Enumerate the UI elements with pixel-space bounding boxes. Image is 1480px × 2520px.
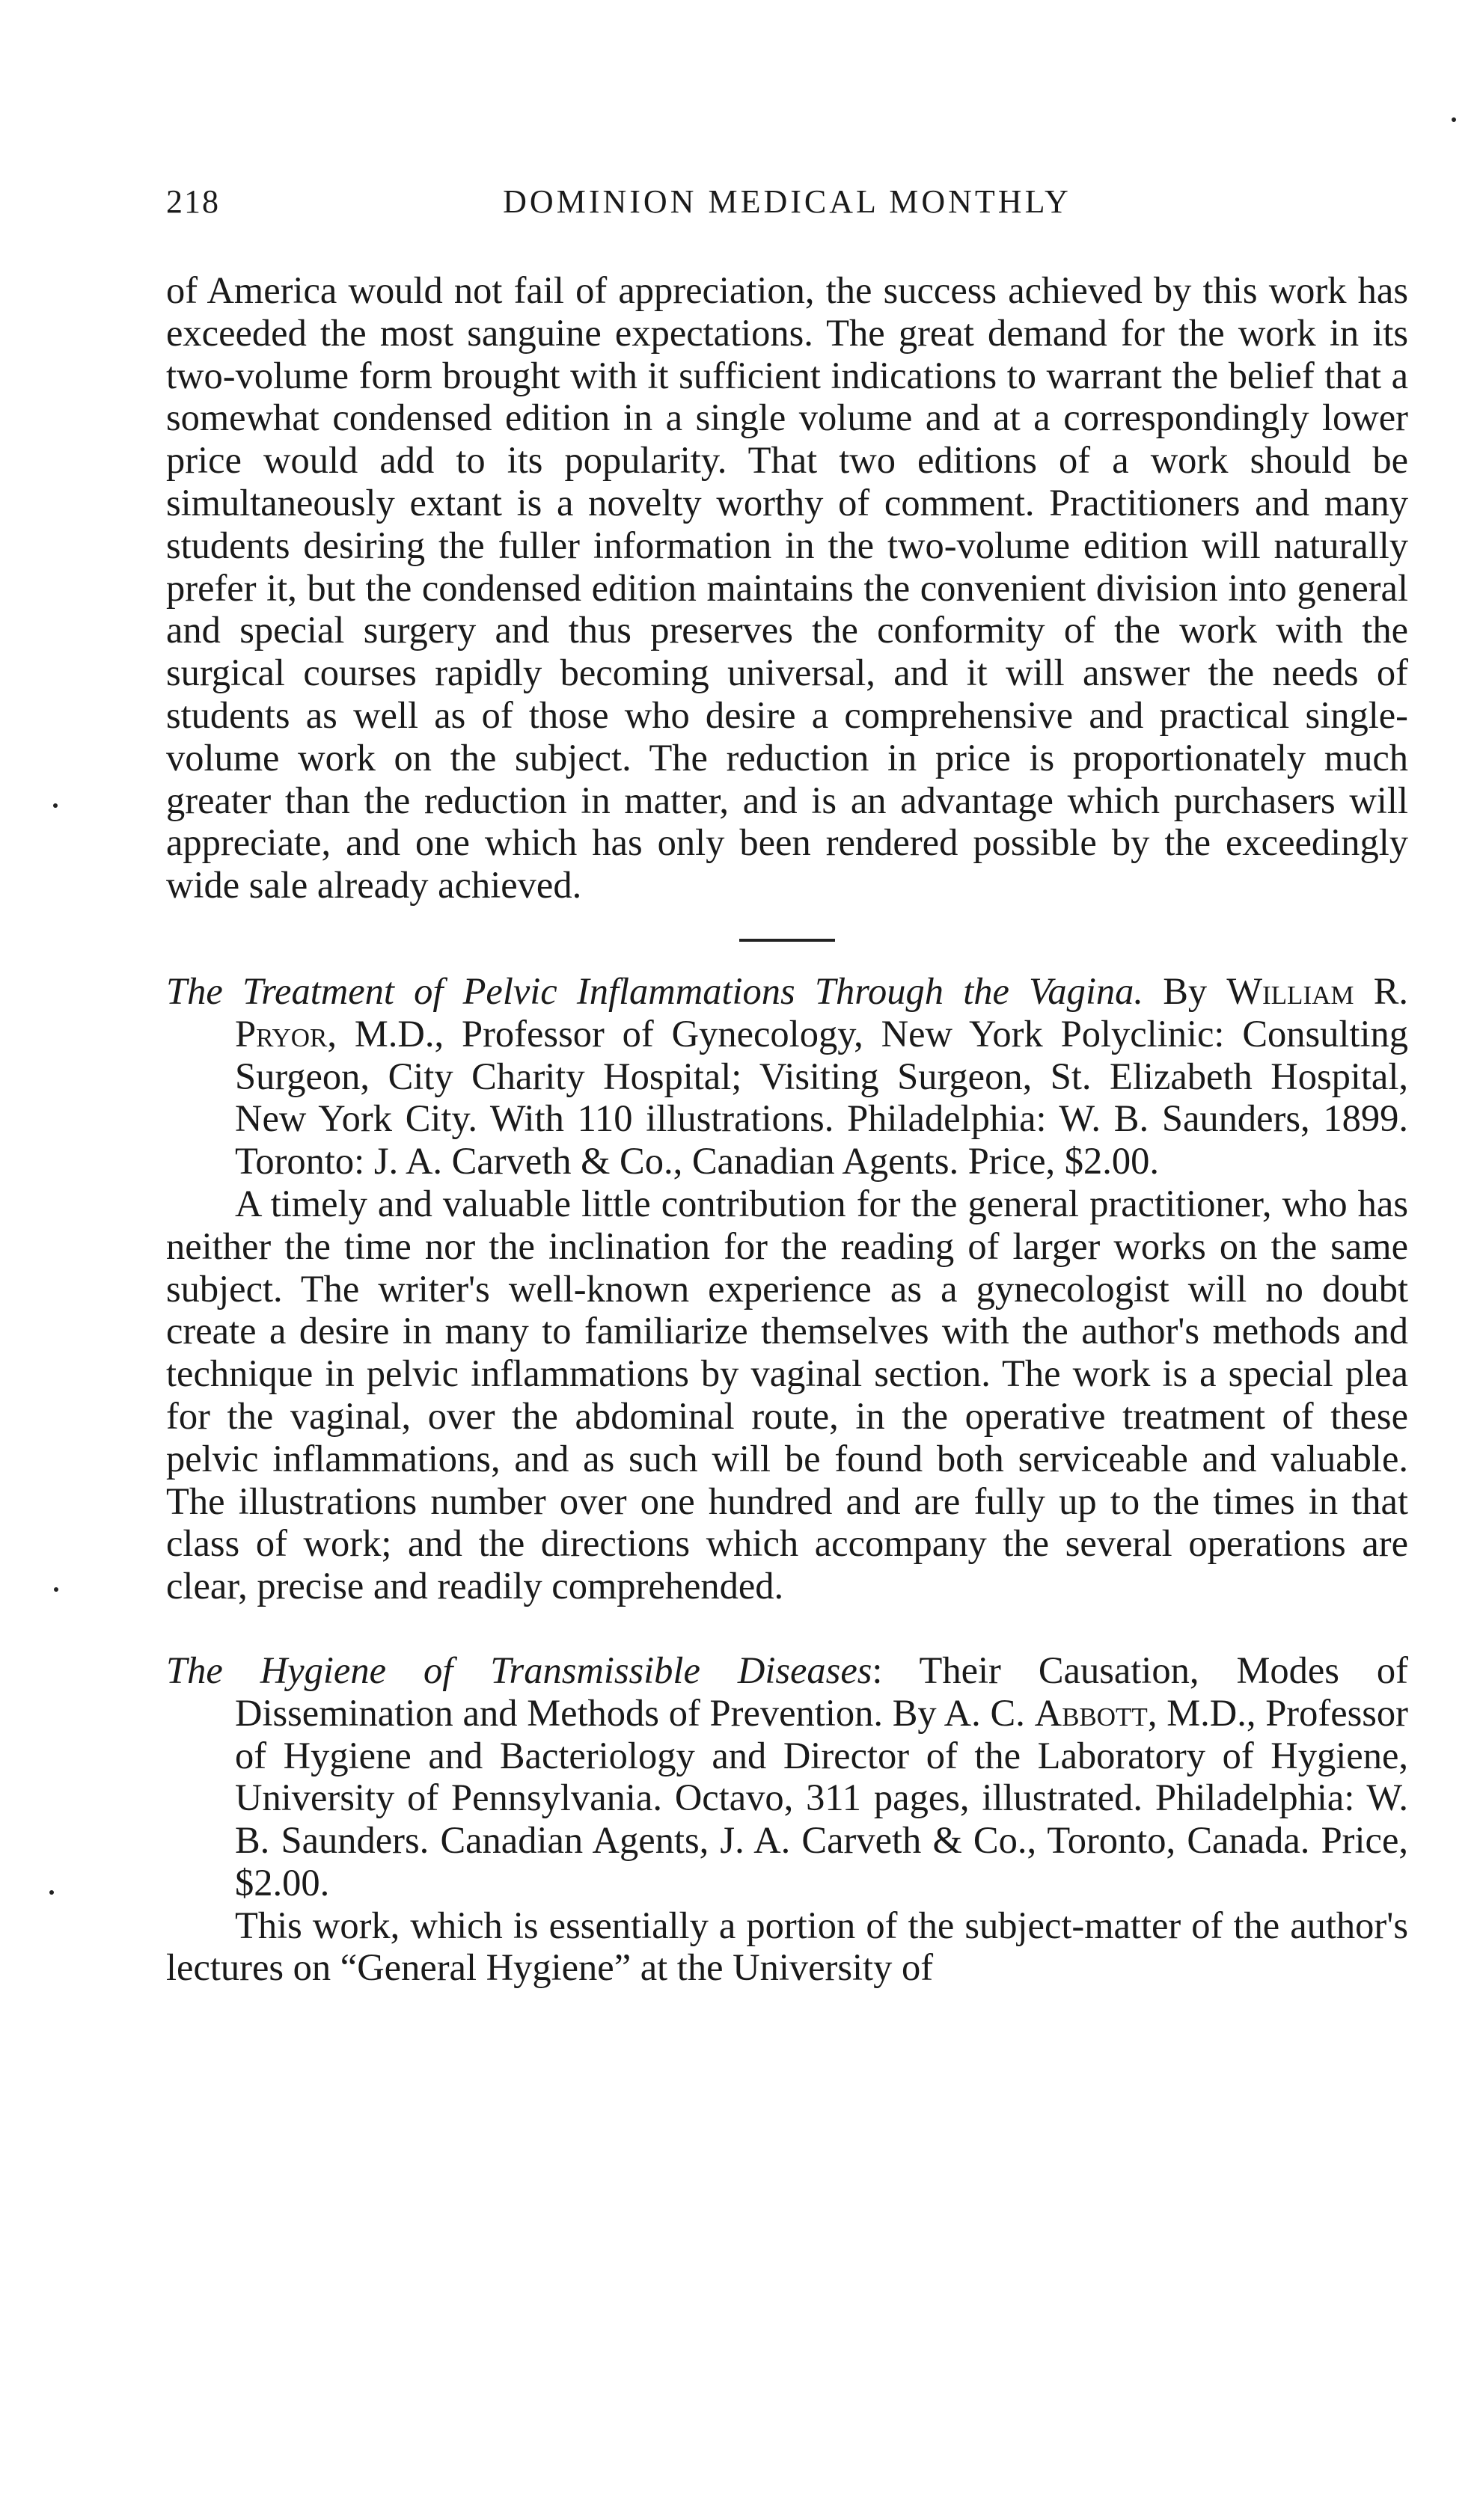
section-spacer [166,1607,1408,1649]
review-title-suffix-2: : Their Causation, Modes of Dissemination and Methods of Prevention. By A. C. [235,1649,1408,1734]
print-speck [1452,117,1456,122]
review-body-1: A timely and valuable little contribution for the general practitioner, who has neither the time nor the inclination for the reading of larger works on the same subject. The writer's well-known experience as a gynecologist will no doubt create a desire in many to familiarize themselves with the author's methods and technique in pelvic inflammations by vaginal section. The work is a special plea for the vaginal, over the abdominal route, in the operative treatment of these pelvic inflammations, and as such will be found both serviceable and valuable. The illustrations number over one hundred and are fully up to the times in that class of work; and the directions which accompany the several operations are clear, precise and readily comprehended. [166,1182,1408,1607]
intro-paragraph: of America would not fail of appreciation, the success achieved by this work has exceeded the most sanguine expectations. The great demand for the work in its two-volume form brought with it sufficient indications to warrant the belief that a somewhat condensed edition in a single volume and at a correspondingly lower price would add to its popularity. That two editions of a work should be simultaneously extant is a novelty worthy of comment. Practitioners and many students desiring the fuller information in the two-volume edition will naturally prefer it, but the condensed edition maintains the convenient division into general and special surgery and thus preserves the conformity of the work with the surgical courses rapidly becoming universal, and it will answer the needs of students as well as of those who desire a comprehensive and practical single-volume work on the subject. The reduction in price is proportionately much greater than the reduction in matter, and is an advantage which purchasers will appreciate, and one which has only been rendered possible by the exceedingly wide sale already achieved. [166,269,1408,907]
review-details-1: , M.D., Professor of Gynecology, New York Polyclinic: Consulting Surgeon, City Charity Hospital; Visiting Surgeon, St. Elizabeth Hospital, New York City. With 110 illustrations. Philadelphia: W. B. Saunders, 1899. Toronto: J. A. Carveth & Co., Canadian Agents. Price, $2.00. [235,1012,1408,1183]
review-citation-1 [166,970,1408,1183]
print-speck [54,1587,58,1592]
review-title-1: The Treatment of Pelvic Inflammations Through the Vagina. [166,969,1144,1012]
page-number: 218 [166,183,220,220]
review-author-2: Abbott [1034,1691,1148,1734]
page-content [166,269,1408,1989]
print-speck [53,803,58,808]
review-title-2: The Hygiene of Transmissible Diseases [166,1649,872,1691]
review-by-1: By [1163,969,1208,1012]
running-header [166,183,1408,235]
review-author-1: William R. Pryor [235,969,1408,1055]
section-divider [739,939,835,942]
running-title: DOMINION MEDICAL MONTHLY [503,183,1071,220]
review-citation-2 [166,1649,1408,1904]
review-body-2: This work, which is essentially a portion of the subject-matter of the author's lectures on “General Hygiene” at the University of [166,1904,1408,1989]
review-details-2: , M.D., Professor of Hygiene and Bacteriology and Director of the Laboratory of Hygiene, University of Pennsylvania. Octavo, 311 pages, illustrated. Philadelphia: W. B. Saunders. Canadian Agents, J. A. Carveth & Co., Toronto, Canada. Price, $2.00. [235,1691,1408,1904]
print-speck [49,1890,54,1895]
